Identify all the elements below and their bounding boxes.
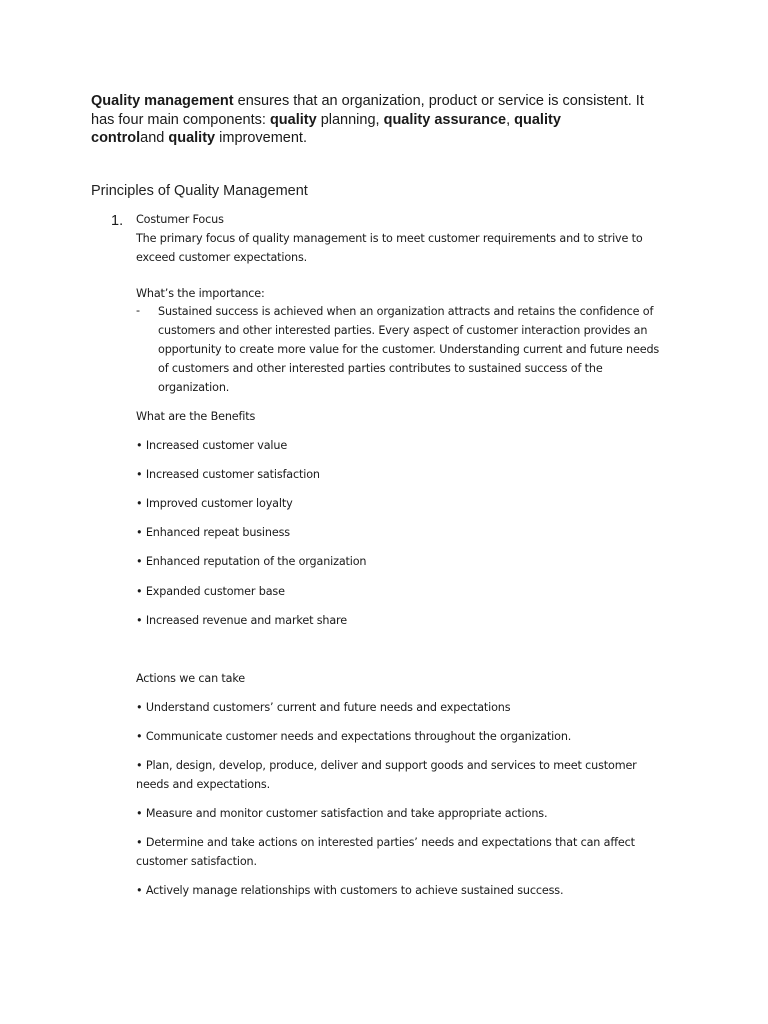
benefit-item: • Improved customer loyalty (136, 497, 293, 510)
action-item: • Communicate customer needs and expectations throughout the organization. (136, 730, 572, 743)
importance-line-3: opportunity to create more value for the customer. Understanding current and future needs (158, 343, 660, 356)
intro-text-1: ensures that an organization, product or service is consistent. It has four main components: (91, 93, 644, 128)
intro-keyword-1: quality (269, 111, 317, 128)
benefit-item: • Increased customer value (136, 439, 288, 452)
importance-line-4: of customers and other interested parties contributes to sustained success of the (158, 362, 603, 375)
intro-term: Quality management (91, 93, 234, 109)
importance-line-2: customers and other interested parties. Every aspect of customer interaction provides an (158, 324, 648, 337)
intro-text-3: , (506, 111, 515, 128)
intro-text-2: planning, (316, 111, 384, 128)
action-item-continuation: needs and expectations. (136, 778, 270, 791)
intro-keyword-3: quality (514, 111, 561, 128)
importance-line-5: organization. (158, 381, 230, 394)
action-item: • Plan, design, develop, produce, deliver and support goods and services to meet customer (136, 759, 637, 772)
intro-keyword-2: quality assurance (383, 111, 507, 128)
intro-keyword-5: quality (168, 130, 216, 146)
action-item: • Understand customers’ current and future needs and expectations (136, 701, 511, 714)
action-item: • Measure and monitor customer satisfaction and take appropriate actions. (136, 807, 548, 820)
benefit-item: • Enhanced repeat business (136, 526, 290, 539)
item-title: Costumer Focus (136, 213, 224, 226)
item-description-line-1: The primary focus of quality management is to meet customer requirements and to strive to (136, 232, 643, 245)
intro-paragraph (91, 92, 651, 148)
importance-heading: What’s the importance: (136, 287, 265, 300)
action-item: • Determine and take actions on interested parties’ needs and expectations that can affect (136, 836, 635, 849)
intro-text-4: and (140, 130, 169, 146)
benefits-heading: What are the Benefits (136, 410, 256, 423)
actions-heading: Actions we can take (136, 672, 246, 685)
benefit-item: • Enhanced reputation of the organization (136, 555, 367, 568)
action-item: • Actively manage relationships with customers to achieve sustained success. (136, 884, 564, 897)
item-description-line-2: exceed customer expectations. (136, 251, 308, 264)
section-heading: Principles of Quality Management (91, 183, 308, 199)
benefit-item: • Increased customer satisfaction (136, 468, 320, 481)
intro-text-5: improvement. (215, 130, 307, 146)
intro-keyword-4: control (91, 130, 141, 146)
importance-dash: - (136, 304, 140, 317)
action-item-continuation: customer satisfaction. (136, 855, 257, 868)
list-number: 1. (111, 213, 124, 229)
importance-line-1: Sustained success is achieved when an organization attracts and retains the confidence of (158, 305, 654, 318)
benefit-item: • Expanded customer base (136, 585, 285, 598)
benefit-item: • Increased revenue and market share (136, 614, 347, 627)
